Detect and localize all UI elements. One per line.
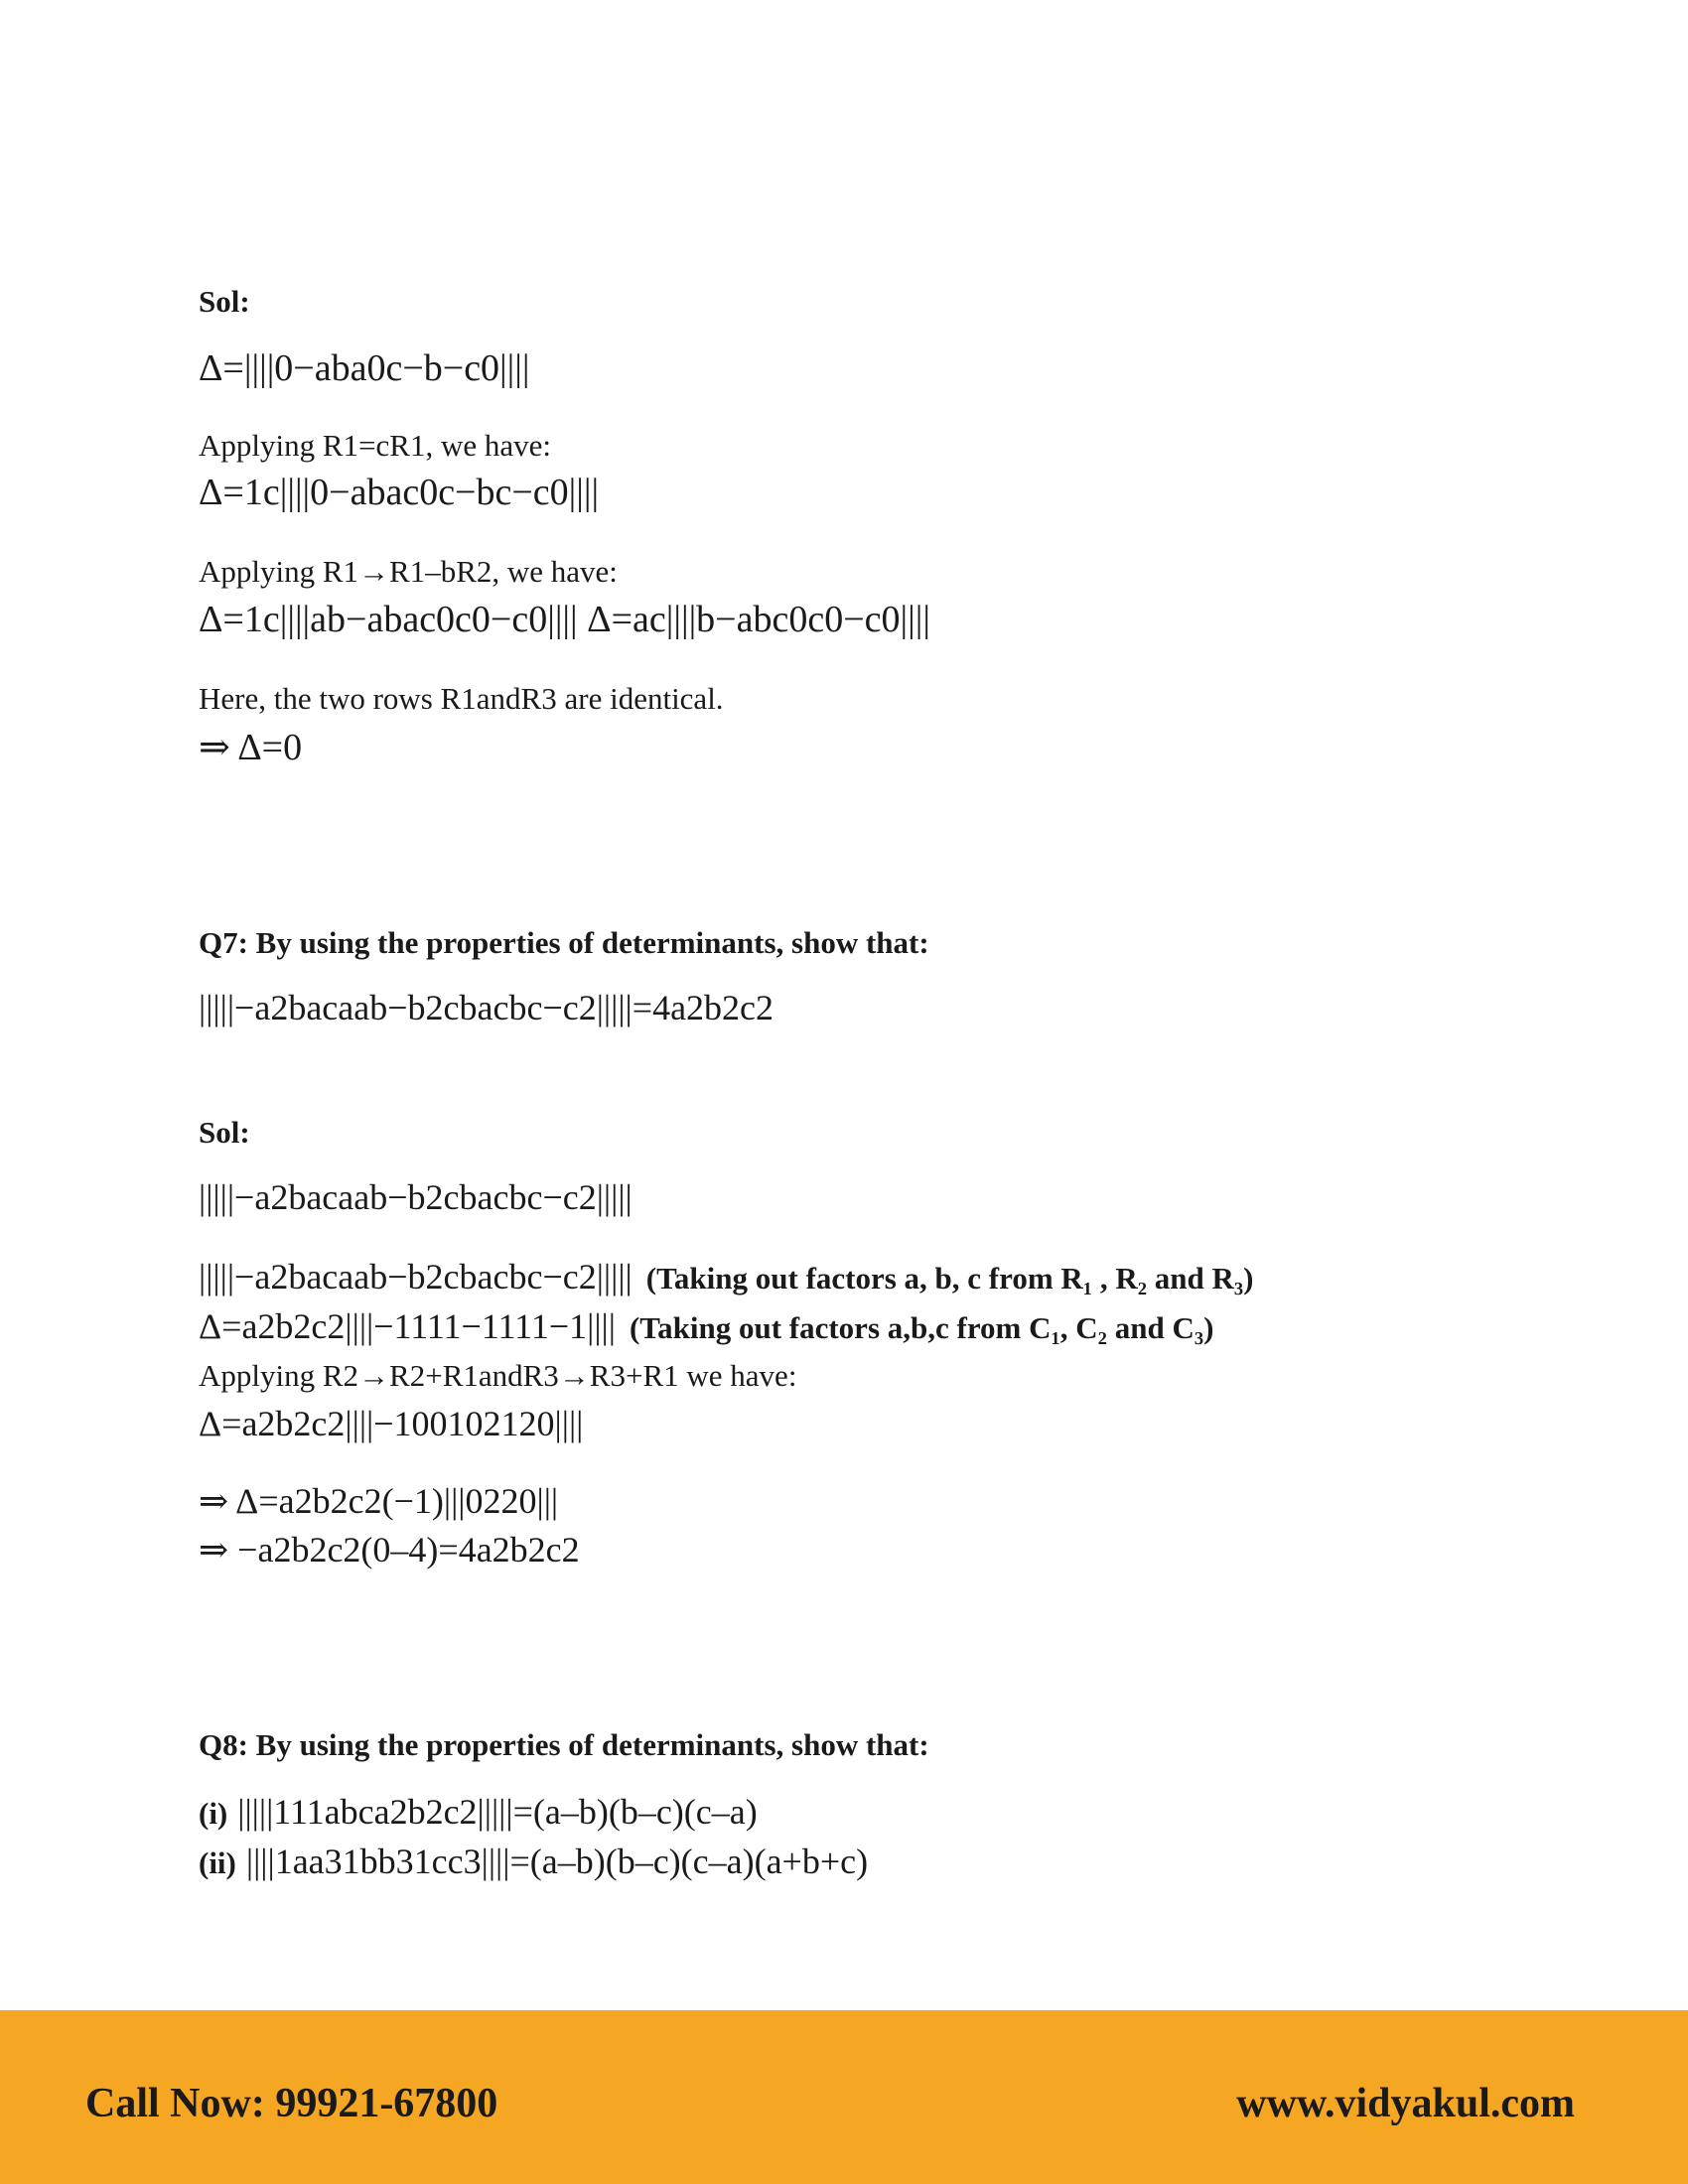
sol-math-line: Δ=||||0−aba0c−b−c0|||| (199, 347, 530, 389)
result-math: ⇒ −a2b2c2(0–4)=4a2b2c2 (199, 1530, 580, 1570)
step-text: Applying R1=cR1, we have: (199, 428, 551, 463)
step-text: Applying R2→R2+R1andR3→R3+R1 we have: (199, 1358, 797, 1393)
part-math: |||||111abca2b2c2|||||=(a–b)(b–c)(c–a) (237, 1792, 758, 1832)
q8-part-row (199, 1843, 868, 1879)
phone-contact[interactable]: Call Now: 99921-67800 (85, 2081, 498, 2126)
sol-label: Sol: (199, 1115, 250, 1150)
sol-label: Sol: (199, 284, 250, 319)
step-math: Δ=1c||||ab−abac0c0−c0|||| Δ=ac||||b−abc0c0−c0|||| (199, 599, 930, 640)
part-math: ||||1aa31bb31cc3||||=(a–b)(b–c)(c–a)(a+b+c) (245, 1842, 869, 1881)
step-math: ⇒ Δ=a2b2c2(−1)|||0220||| (199, 1481, 559, 1521)
step-note: (Taking out factors a, b, c from R₁ , R₂ and R₃) (645, 1261, 1254, 1296)
footer-banner (0, 2010, 1688, 2184)
question-q8: Q8: By using the properties of determinants, show that: (199, 1727, 929, 1762)
step-text: Here, the two rows R1andR3 are identical. (199, 681, 724, 716)
q8-part-row (199, 1794, 758, 1830)
part-tag: (ii) (199, 1845, 236, 1880)
sol-step-row (199, 1259, 1254, 1295)
question-q7: Q7: By using the properties of determinants, show that: (199, 925, 929, 960)
result-math: ⇒ Δ=0 (199, 727, 303, 768)
step-text: Applying R1→R1–bR2, we have: (199, 554, 618, 589)
step-math: Δ=a2b2c2||||−1111−1111−1|||| (199, 1306, 616, 1346)
sol-step-row (199, 1308, 1213, 1344)
step-note: (Taking out factors a,b,c from C₁, C₂ and C₃) (629, 1310, 1214, 1345)
sol-math-line: |||||−a2bacaab−b2cbacbc−c2||||| (199, 1177, 633, 1217)
step-math: |||||−a2bacaab−b2cbacbc−c2||||| (199, 1257, 633, 1297)
q7-statement: |||||−a2bacaab−b2cbacbc−c2|||||=4a2b2c2 (199, 988, 774, 1027)
step-math: Δ=a2b2c2||||−100102120|||| (199, 1404, 584, 1443)
part-tag: (i) (199, 1796, 228, 1831)
website-link[interactable]: www.vidyakul.com (1236, 2081, 1575, 2126)
step-math: Δ=1c||||0−abac0c−bc−c0|||| (199, 472, 600, 513)
